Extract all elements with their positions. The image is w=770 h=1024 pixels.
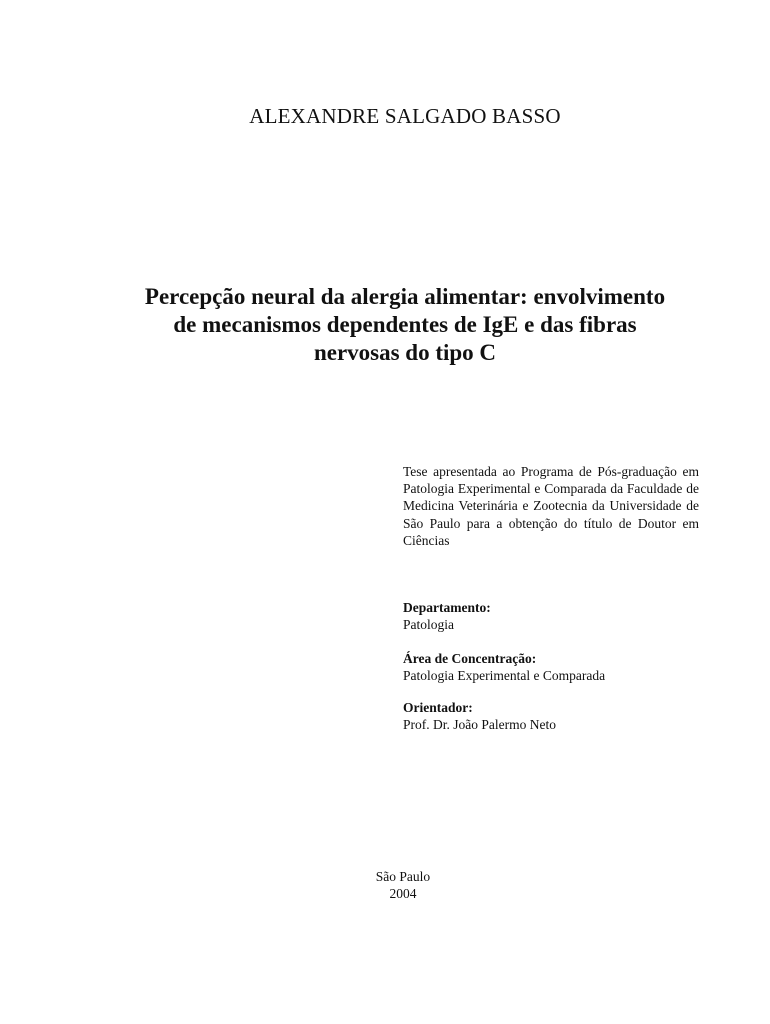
department-label: Departamento: — [403, 600, 491, 615]
thesis-title — [100, 283, 710, 367]
location-date-block — [343, 868, 463, 902]
department-block — [403, 599, 703, 633]
thesis-title-line: Percepção neural da alergia alimentar: envolvimento — [144, 284, 666, 309]
concentration-area-label: Área de Concentração: — [403, 651, 537, 666]
concentration-area-block — [403, 650, 703, 684]
advisor-label: Orientador: — [403, 700, 473, 715]
advisor-block — [403, 699, 703, 733]
thesis-statement: Tese apresentada ao Programa de Pós-graduação em Patologia Experimental e Comparada da Faculdade de Medicina Veterinária e Zootecnia da Universidade de São Paulo para a obtenção do título de Doutor em Ciências — [403, 464, 699, 548]
thesis-title-line: de mecanismos dependentes de IgE e das fibras — [173, 312, 637, 337]
advisor-name: Prof. Dr. João Palermo Neto — [403, 717, 556, 732]
year: 2004 — [389, 886, 417, 901]
author-name: ALEXANDRE SALGADO BASSO — [249, 104, 561, 128]
department-value: Patologia — [403, 617, 454, 632]
concentration-area-value: Patologia Experimental e Comparada — [403, 668, 606, 683]
location: São Paulo — [375, 869, 431, 884]
thesis-title-line: nervosas do tipo C — [313, 340, 497, 365]
